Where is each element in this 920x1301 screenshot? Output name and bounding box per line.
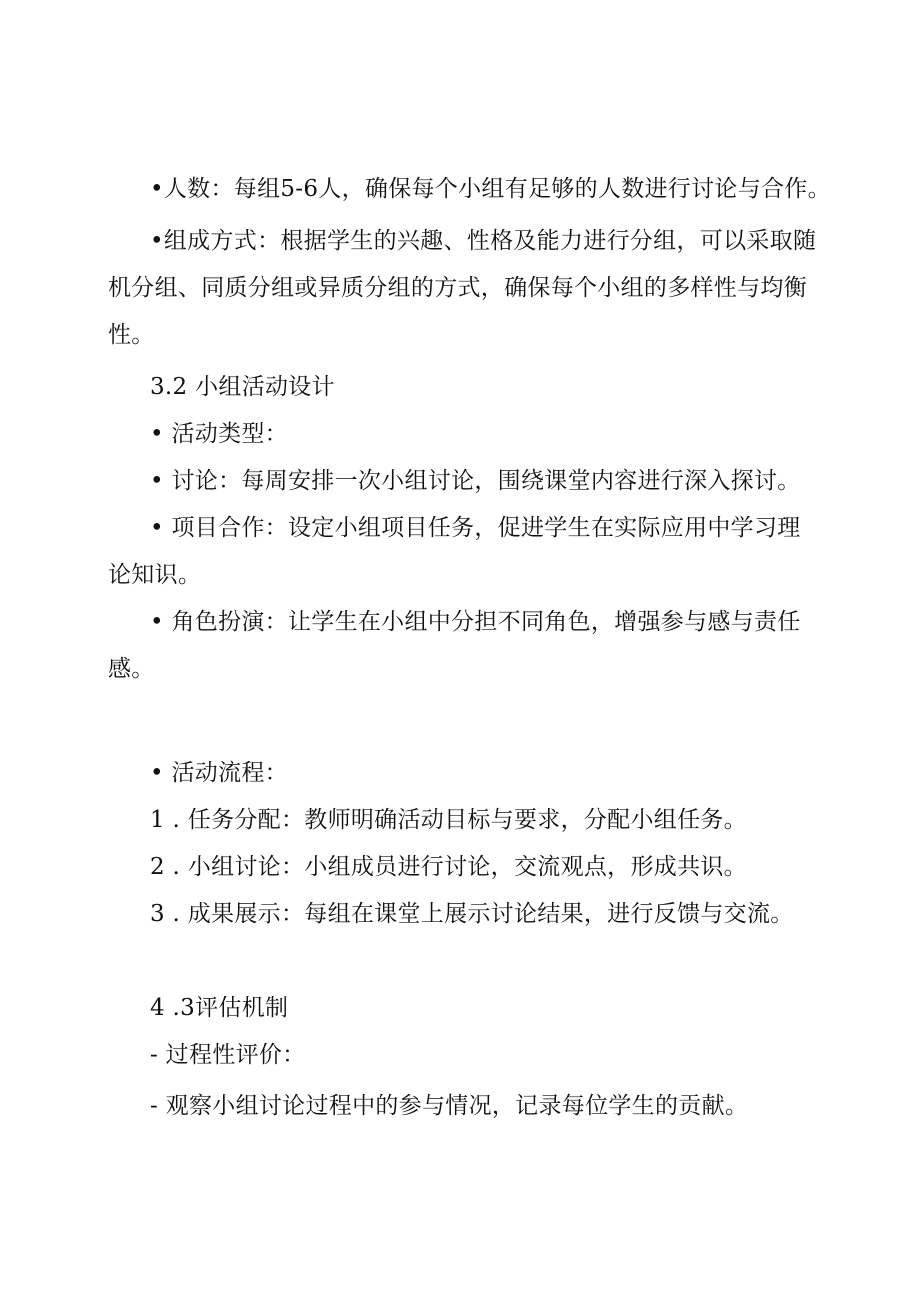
numbered-item-3: 3 . 成果展示：每组在课堂上展示讨论结果，进行反馈与交流。 bbox=[150, 901, 794, 927]
dash-item-observation: - 观察小组讨论过程中的参与情况，记录每位学生的贡献。 bbox=[150, 1093, 749, 1119]
bullet-role-play: • 角色扮演：让学生在小组中分担不同角色，增强参与感与责任 bbox=[150, 609, 801, 635]
bullet-group-composition: •组成方式：根据学生的兴趣、性格及能力进行分组，可以采取随 bbox=[150, 228, 817, 254]
bullet-discussion: • 讨论：每周安排一次小组讨论，围绕课堂内容进行深入探讨。 bbox=[150, 468, 801, 494]
bullet-activity-types: • 活动类型： bbox=[150, 421, 288, 447]
bullet-activity-process: • 活动流程： bbox=[150, 760, 288, 786]
bullet-group-size: •人数：每组5-6人，确保每个小组有足够的人数进行讨论与合作。 bbox=[150, 176, 831, 202]
paragraph-continuation: 性。 bbox=[108, 322, 155, 348]
section-heading-3-2: 3.2 小组活动设计 bbox=[150, 374, 335, 400]
dash-item-process-evaluation: - 过程性评价： bbox=[150, 1042, 306, 1068]
paragraph-continuation: 论知识。 bbox=[108, 562, 202, 588]
paragraph-continuation: 机分组、同质分组或异质分组的方式，确保每个小组的多样性与均衡 bbox=[108, 275, 807, 301]
numbered-item-2: 2 . 小组讨论：小组成员进行讨论，交流观点，形成共识。 bbox=[150, 854, 747, 880]
numbered-item-1: 1 . 任务分配：教师明确活动目标与要求，分配小组任务。 bbox=[150, 807, 747, 833]
bullet-project-cooperation: • 项目合作：设定小组项目任务，促进学生在实际应用中学习理 bbox=[150, 515, 801, 541]
section-heading-4-3: 4 .3评估机制 bbox=[150, 995, 289, 1021]
paragraph-continuation: 感。 bbox=[108, 656, 155, 682]
